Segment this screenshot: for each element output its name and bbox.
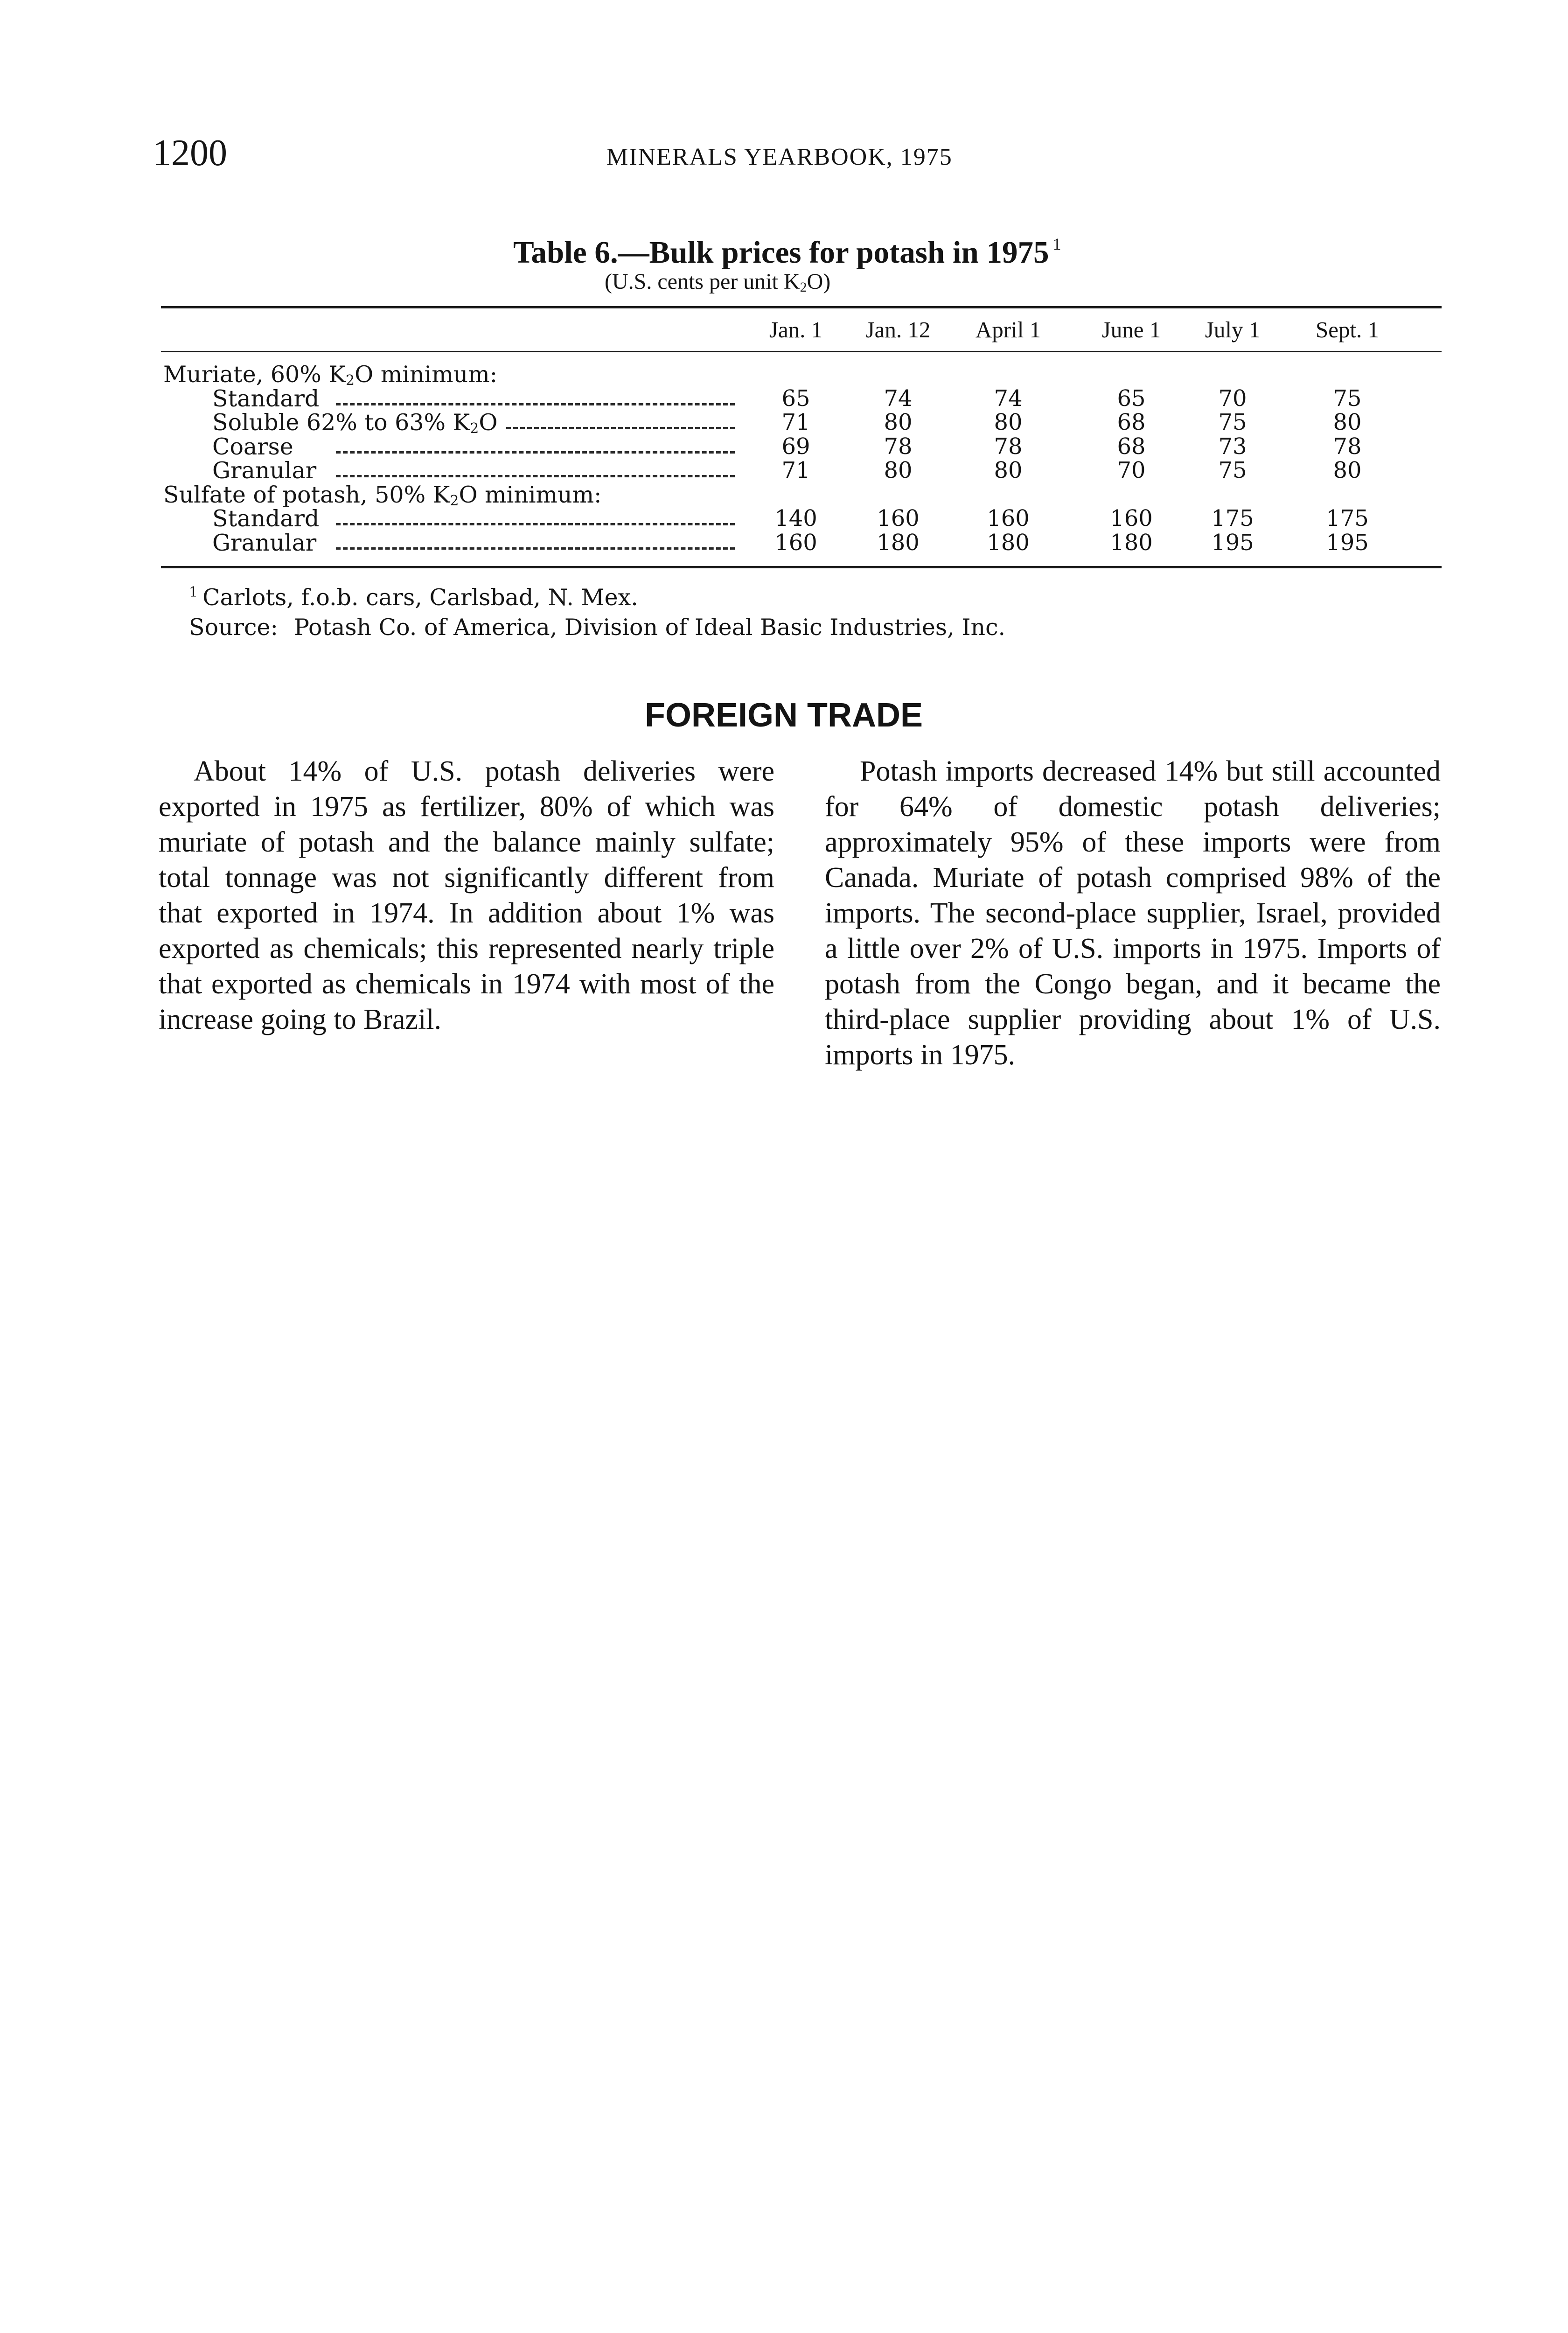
row-label-suffix: O (479, 409, 498, 436)
row-label-subscript: 2 (450, 493, 459, 509)
table-cell: 80 (884, 409, 913, 435)
row-label-text: Granular (212, 457, 317, 484)
column-header: Jan. 1 (769, 317, 823, 342)
table-cell: 73 (1218, 433, 1247, 460)
column-header: Sept. 1 (1315, 317, 1380, 342)
table-subtitle-subscript: 2 (800, 279, 807, 295)
footnote-mark: 1 (189, 584, 198, 601)
table-cell: 195 (1211, 530, 1254, 556)
row-label (212, 387, 319, 410)
table-subtitle-suffix: O) (807, 269, 831, 294)
table-cell: 78 (884, 433, 913, 460)
row-label-subscript: 2 (470, 420, 479, 437)
row-label-suffix: O minimum: (355, 361, 498, 388)
dot-leader (336, 475, 735, 477)
table-cell: 68 (1117, 409, 1146, 435)
table-cell: 70 (1218, 385, 1247, 412)
row-label-subscript: 2 (345, 372, 355, 389)
table-rule-top (161, 306, 1442, 308)
row-label (212, 411, 498, 436)
table-cell: 65 (781, 385, 810, 412)
table-cell: 75 (1218, 457, 1247, 483)
table-rule-header (161, 351, 1442, 352)
table-cell: 80 (884, 457, 913, 483)
dot-leader (506, 427, 735, 429)
row-label-suffix: O minimum: (459, 482, 602, 508)
paragraph-right: Potash imports decreased 14% but still accounted for 64% of domestic potash deliveries; approximately 95% of these imports were from Canada. Muriate of potash comprised 98% of the imports. The second-place supplier, Israel, provided a little over 2% of U.S. imports in 1975. Imports of potash from the Congo began, and it became the third-place supplier providing about 1% of U.S. imports in 1975. (825, 755, 1441, 1071)
table-subtitle (605, 271, 830, 294)
table-cell: 180 (1110, 530, 1153, 556)
table-group-header (0, 483, 1568, 509)
table-cell: 195 (1326, 530, 1369, 556)
row-label-text: Coarse (212, 433, 293, 460)
table-cell: 175 (1326, 505, 1369, 531)
table-row (0, 531, 1568, 557)
column-header: June 1 (1101, 317, 1161, 342)
row-label-text: Soluble 62% to 63% K (212, 409, 470, 436)
footnote-text: Carlots, f.o.b. cars, Carlsbad, N. Mex. (202, 584, 638, 611)
table-cell: 71 (781, 409, 810, 435)
table-cell: 160 (877, 505, 920, 531)
table-source (189, 616, 1005, 639)
row-label (212, 507, 319, 530)
table-cell: 175 (1211, 505, 1254, 531)
dot-leader (336, 451, 735, 454)
table-cell: 80 (994, 409, 1023, 435)
table-cell: 140 (774, 505, 817, 531)
table-title-footnote-mark: 1 (1052, 235, 1061, 253)
row-label (212, 459, 316, 482)
column-header: July 1 (1205, 317, 1261, 342)
row-label-text: Sulfate of potash, 50% K (163, 482, 450, 508)
table-cell: 74 (884, 385, 913, 412)
table-cell: 75 (1333, 385, 1362, 412)
dot-leader (336, 403, 735, 405)
table-row (0, 435, 1568, 461)
table-row (0, 411, 1568, 436)
table-cell: 80 (994, 457, 1023, 483)
section-heading: FOREIGN TRADE (644, 697, 923, 734)
row-label-text: Standard (212, 505, 320, 532)
table-footnote (189, 586, 638, 609)
paragraph-left: About 14% of U.S. potash deliveries were exported in 1975 as fertilizer, 80% of which was muriate of potash and the balance mainly sulfate; total tonnage was not significantly different from that exported in 1974. In addition about 1% was exported as chemicals; this represented nearly triple that exported as chemicals in 1974 with most of the increase going to Brazil. (159, 755, 774, 1035)
table-cell: 160 (774, 530, 817, 556)
table-cell: 78 (1333, 433, 1362, 460)
table-cell: 68 (1117, 433, 1146, 460)
table-cell: 160 (987, 505, 1030, 531)
table-rule-bottom (161, 566, 1442, 568)
table-cell: 180 (987, 530, 1030, 556)
source-text: Potash Co. of America, Division of Ideal Basic Industries, Inc. (294, 614, 1006, 641)
column-header: Jan. 12 (865, 317, 931, 342)
row-label (212, 531, 316, 554)
table-cell: 78 (994, 433, 1023, 460)
row-label-text: Granular (212, 530, 317, 556)
table-cell: 75 (1218, 409, 1247, 435)
row-label (212, 435, 293, 458)
table-cell: 70 (1117, 457, 1146, 483)
row-label (163, 363, 497, 388)
dot-leader (336, 547, 735, 550)
table-cell: 69 (781, 433, 810, 460)
row-label-text: Muriate, 60% K (163, 361, 346, 388)
table-title (513, 236, 1061, 268)
table-cell: 65 (1117, 385, 1146, 412)
dot-leader (336, 523, 735, 525)
text-column-right (825, 754, 1441, 1073)
table-cell: 160 (1110, 505, 1153, 531)
running-head: MINERALS YEARBOOK, 1975 (606, 144, 953, 170)
table-group-header (0, 363, 1568, 388)
row-label-text: Standard (212, 385, 320, 412)
column-header: April 1 (975, 317, 1041, 342)
table-row (0, 459, 1568, 484)
table-cell: 80 (1333, 409, 1362, 435)
page-number: 1200 (153, 133, 227, 174)
text-column-left (159, 754, 774, 1037)
table-row (0, 387, 1568, 412)
table-title-text: Table 6.—Bulk prices for potash in 1975 (513, 235, 1049, 270)
table-cell: 180 (877, 530, 920, 556)
table-cell: 74 (994, 385, 1023, 412)
row-label (163, 483, 602, 508)
table-row (0, 507, 1568, 532)
table-cell: 80 (1333, 457, 1362, 483)
table-cell: 71 (781, 457, 810, 483)
source-label: Source: (189, 614, 278, 641)
table-subtitle-prefix: (U.S. cents per unit K (605, 269, 800, 294)
